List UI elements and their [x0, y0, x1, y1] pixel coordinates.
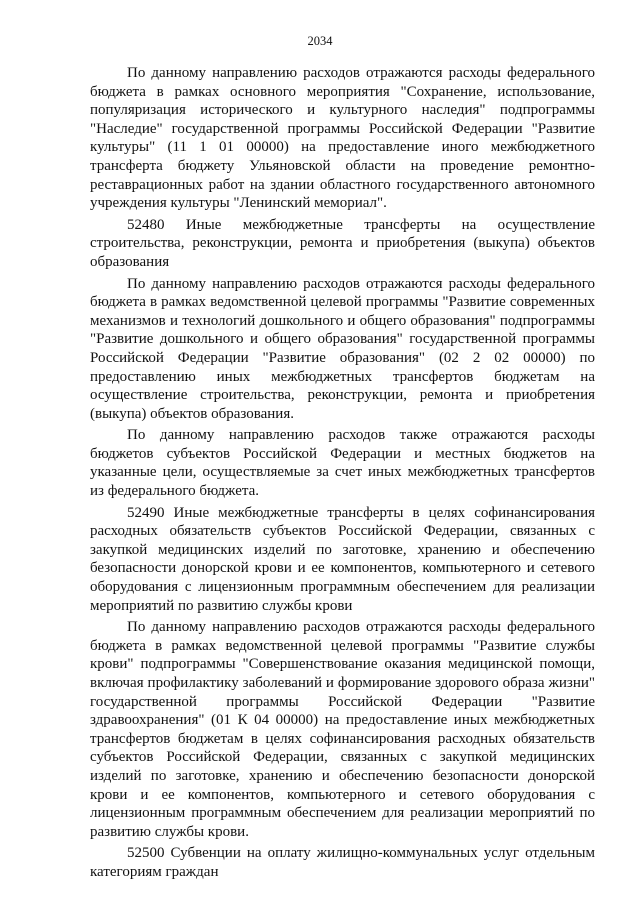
- paragraph-blood-service-transfer: По данному направлению расходов отражаются расходы федерального бюджета в рамках ведомственной целевой программы "Развитие службы крови" подпрограммы "Совершенствование оказания медицинской помощи, включая профилактику заболеваний и формирование здорового образа жизни" государственной программы Российской Федерации "Развитие здравоохранения" (01 К 04 00000) на предоставление иных межбюджетных трансфертов бюджетам в целях софинансирования расходных обязательств субъектов Российской Федерации, связанных с закупкой медицинских изделий по заготовке, хранению и обеспечению безопасности донорской крови и ее компонентов, компьютерного и сетевого оборудования с лицензионным программным обеспечением для реализации мероприятий по развитию службы крови.: [90, 619, 595, 840]
- paragraph-code-52490: 52490 Иные межбюджетные трансферты в целях софинансирования расходных обязательств субъектов Российской Федерации, связанных с закупкой медицинских изделий по заготовке, хранению и обеспечению безопасности донорской крови и ее компонентов, компьютерного и сетевого оборудования с лицензионным программным обеспечением для реализации мероприятий по развитию службы крови: [90, 504, 595, 614]
- page-number: 2034: [307, 34, 333, 48]
- paragraph-education-transfer: По данному направлению расходов отражаются расходы федерального бюджета в рамках ведомственной целевой программы "Развитие современных механизмов и технологий дошкольного и общего образования" подпрограммы "Развитие дошкольного и общего образования" государственной программы Российской Федерации "Развитие образования" (02 2 02 00000) по предоставлению иных межбюджетных трансфертов бюджетам на осуществление строительства, реконструкции, ремонта и приобретения (выкупа) объектов образования.: [90, 275, 595, 422]
- paragraph-code-52480: 52480 Иные межбюджетные трансферты на осуществление строительства, реконструкции, ремонта и приобретения (выкупа) объектов образования: [90, 216, 595, 270]
- paragraph-code-52500: 52500 Субвенции на оплату жилищно-коммунальных услуг отдельным категориям граждан: [90, 845, 595, 880]
- document-body: [90, 64, 595, 882]
- paragraph-regional-budgets: По данному направлению расходов также отражаются расходы бюджетов субъектов Российской Федерации и местных бюджетов на указанные цели, осуществляемые за счет иных межбюджетных трансфертов из федерального бюджета.: [90, 427, 595, 500]
- paragraph-heritage-transfer: По данному направлению расходов отражаются расходы федерального бюджета в рамках основного мероприятия "Сохранение, использование, популяризация исторического и культурного наследия" подпрограммы "Наследие" государственной программы Российской Федерации "Развитие культуры" (11 1 01 00000) на предоставление иного межбюджетного трансферта бюджету Ульяновской области на проведение ремонтно-реставрационных работ на здании областного государственного автономного учреждения культуры "Ленинский мемориал".: [90, 65, 595, 212]
